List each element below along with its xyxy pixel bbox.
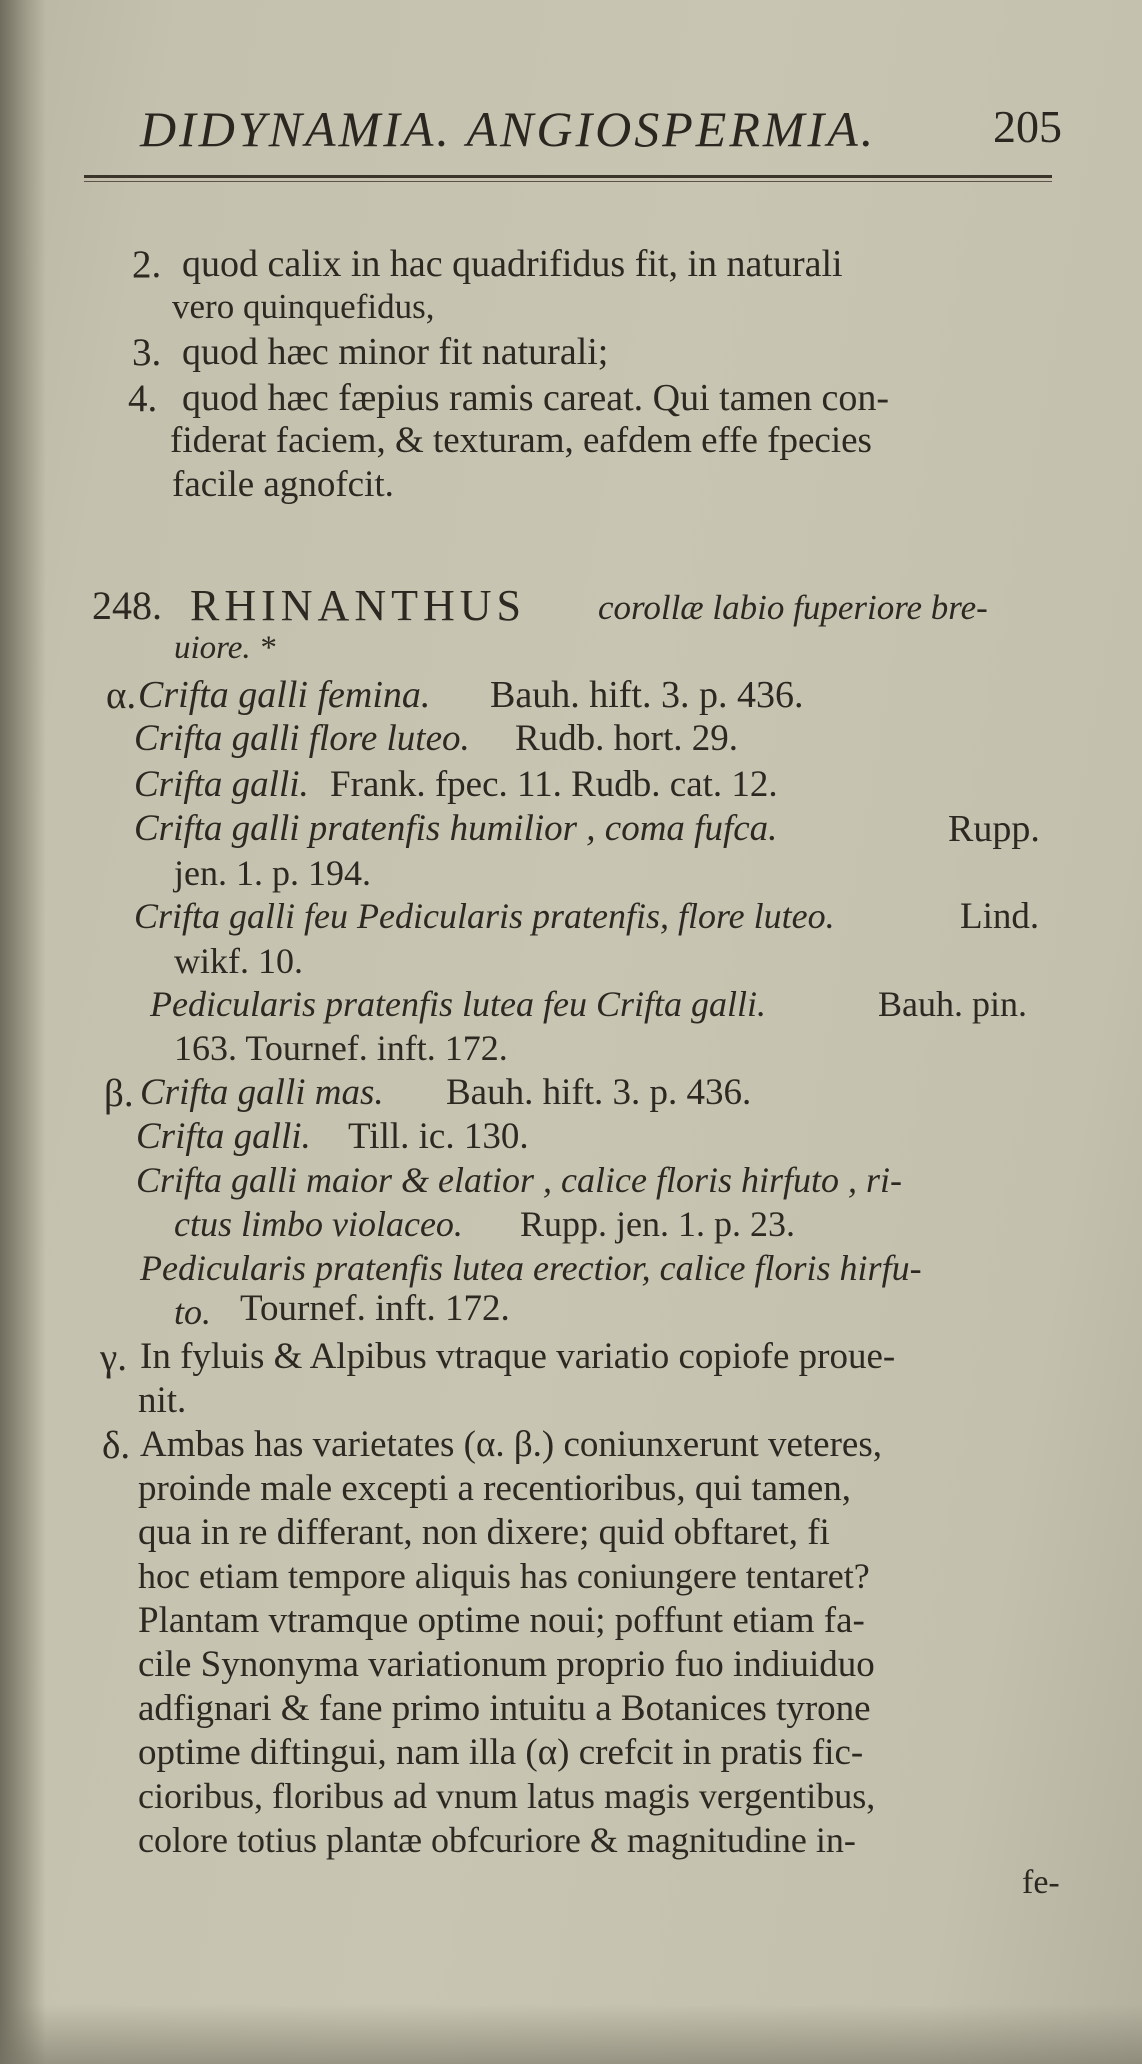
synonym-name: Crifta galli maior & elatior , calice floris hirfuto , ri- xyxy=(136,1160,903,1200)
synonym-ref: Frank. fpec. 11. Rudb. cat. 12. xyxy=(330,764,778,805)
synonym-name: Crifta galli mas. xyxy=(140,1072,384,1113)
synonym-ref: Bauh. hift. 3. p. 436. xyxy=(446,1072,752,1113)
variety-marker: δ. xyxy=(102,1424,131,1467)
note-number: 3. xyxy=(132,331,162,374)
paragraph-line: Ambas has varietates (α. β.) coniunxerunt veteres, xyxy=(140,1424,882,1465)
synonym-ref: 163. Tournef. inft. 172. xyxy=(174,1028,508,1068)
paragraph-line: Plantam vtramque optime noui; poffunt etiam fa- xyxy=(138,1600,865,1641)
note-line: vero quinquefidus, xyxy=(172,287,435,326)
synonym-name: Crifta galli flore luteo. xyxy=(134,718,470,759)
catchword: fe- xyxy=(1022,1864,1060,1901)
paragraph-line: hoc etiam tempore aliquis has coniungere tentaret? xyxy=(138,1556,870,1596)
paragraph-line: qua in re differant, non dixere; quid obftaret, fi xyxy=(138,1512,830,1553)
synonym-ref: Rupp. jen. 1. p. 23. xyxy=(520,1204,795,1244)
note-line: facile agnofcit. xyxy=(172,464,394,505)
synonym-ref: wikf. 10. xyxy=(174,941,303,981)
note-line: fiderat faciem, & texturam, eafdem effe fpecies xyxy=(170,420,872,461)
synonym-name: ctus limbo violaceo. xyxy=(174,1204,463,1244)
note-line: quod hæc minor fit naturali; xyxy=(182,331,609,373)
genus-name: RHINANTHUS xyxy=(190,581,526,630)
paragraph-line: cile Synonyma variationum proprio fuo indiuiduo xyxy=(138,1644,875,1685)
synonym-ref: Rudb. hort. 29. xyxy=(515,718,739,759)
genus-diagnosis: uiore. * xyxy=(174,630,276,666)
genus-number: 248. xyxy=(92,583,162,628)
synonym-name: Pedicularis pratenfis lutea feu Crifta galli. xyxy=(150,984,766,1024)
note-line: quod hæc fæpius ramis careat. Qui tamen con- xyxy=(182,377,890,419)
synonym-ref: Rupp. xyxy=(948,808,1040,850)
paragraph-line: nit. xyxy=(138,1380,187,1421)
synonym-ref: Bauh. hift. 3. p. 436. xyxy=(490,674,804,716)
synonym-name: Crifta galli pratenfis humilior , coma fufca. xyxy=(134,808,778,849)
synonym-ref: Bauh. pin. xyxy=(878,984,1027,1024)
paragraph-line: adfignari & fane primo intuitu a Botanices tyrone xyxy=(138,1688,871,1729)
synonym-name: Crifta galli femina. xyxy=(138,674,431,716)
synonym-ref: Tournef. inft. 172. xyxy=(240,1288,510,1329)
synonym-name: Pedicularis pratenfis lutea erectior, calice floris hirfu- xyxy=(140,1248,922,1288)
paragraph-line: optime diftingui, nam illa (α) crefcit in pratis fic- xyxy=(138,1732,864,1773)
synonym-ref: jen. 1. p. 194. xyxy=(174,853,371,893)
paragraph-line: colore totius plantæ obfcuriore & magnitudine in- xyxy=(138,1820,856,1860)
paragraph-line: proinde male excepti a recentioribus, qui tamen, xyxy=(138,1468,852,1509)
synonym-name: Crifta galli feu Pedicularis pratenfis, flore luteo. xyxy=(134,896,835,936)
paragraph-line: cioribus, floribus ad vnum latus magis vergentibus, xyxy=(138,1776,876,1816)
synonym-ref: Till. ic. 130. xyxy=(348,1116,529,1157)
synonym-name: Crifta galli. xyxy=(136,1116,311,1157)
synonym-name: to. xyxy=(174,1292,212,1332)
genus-diagnosis: corollæ labio fuperiore bre- xyxy=(598,588,988,627)
synonym-ref: Lind. xyxy=(960,896,1040,937)
page-number: 205 xyxy=(993,101,1062,152)
synonym-name: Crifta galli. xyxy=(134,764,309,805)
running-title: DIDYNAMIA. ANGIOSPERMIA. xyxy=(140,101,877,157)
paragraph-line: In fyluis & Alpibus vtraque variatio copiofe proue- xyxy=(140,1336,896,1377)
note-number: 4. xyxy=(128,377,158,420)
note-number: 2. xyxy=(132,243,162,286)
variety-marker: γ. xyxy=(100,1336,127,1379)
variety-marker: β. xyxy=(104,1072,134,1115)
note-line: quod calix in hac quadrifidus fit, in naturali xyxy=(182,243,843,285)
variety-marker: α. xyxy=(106,674,137,717)
